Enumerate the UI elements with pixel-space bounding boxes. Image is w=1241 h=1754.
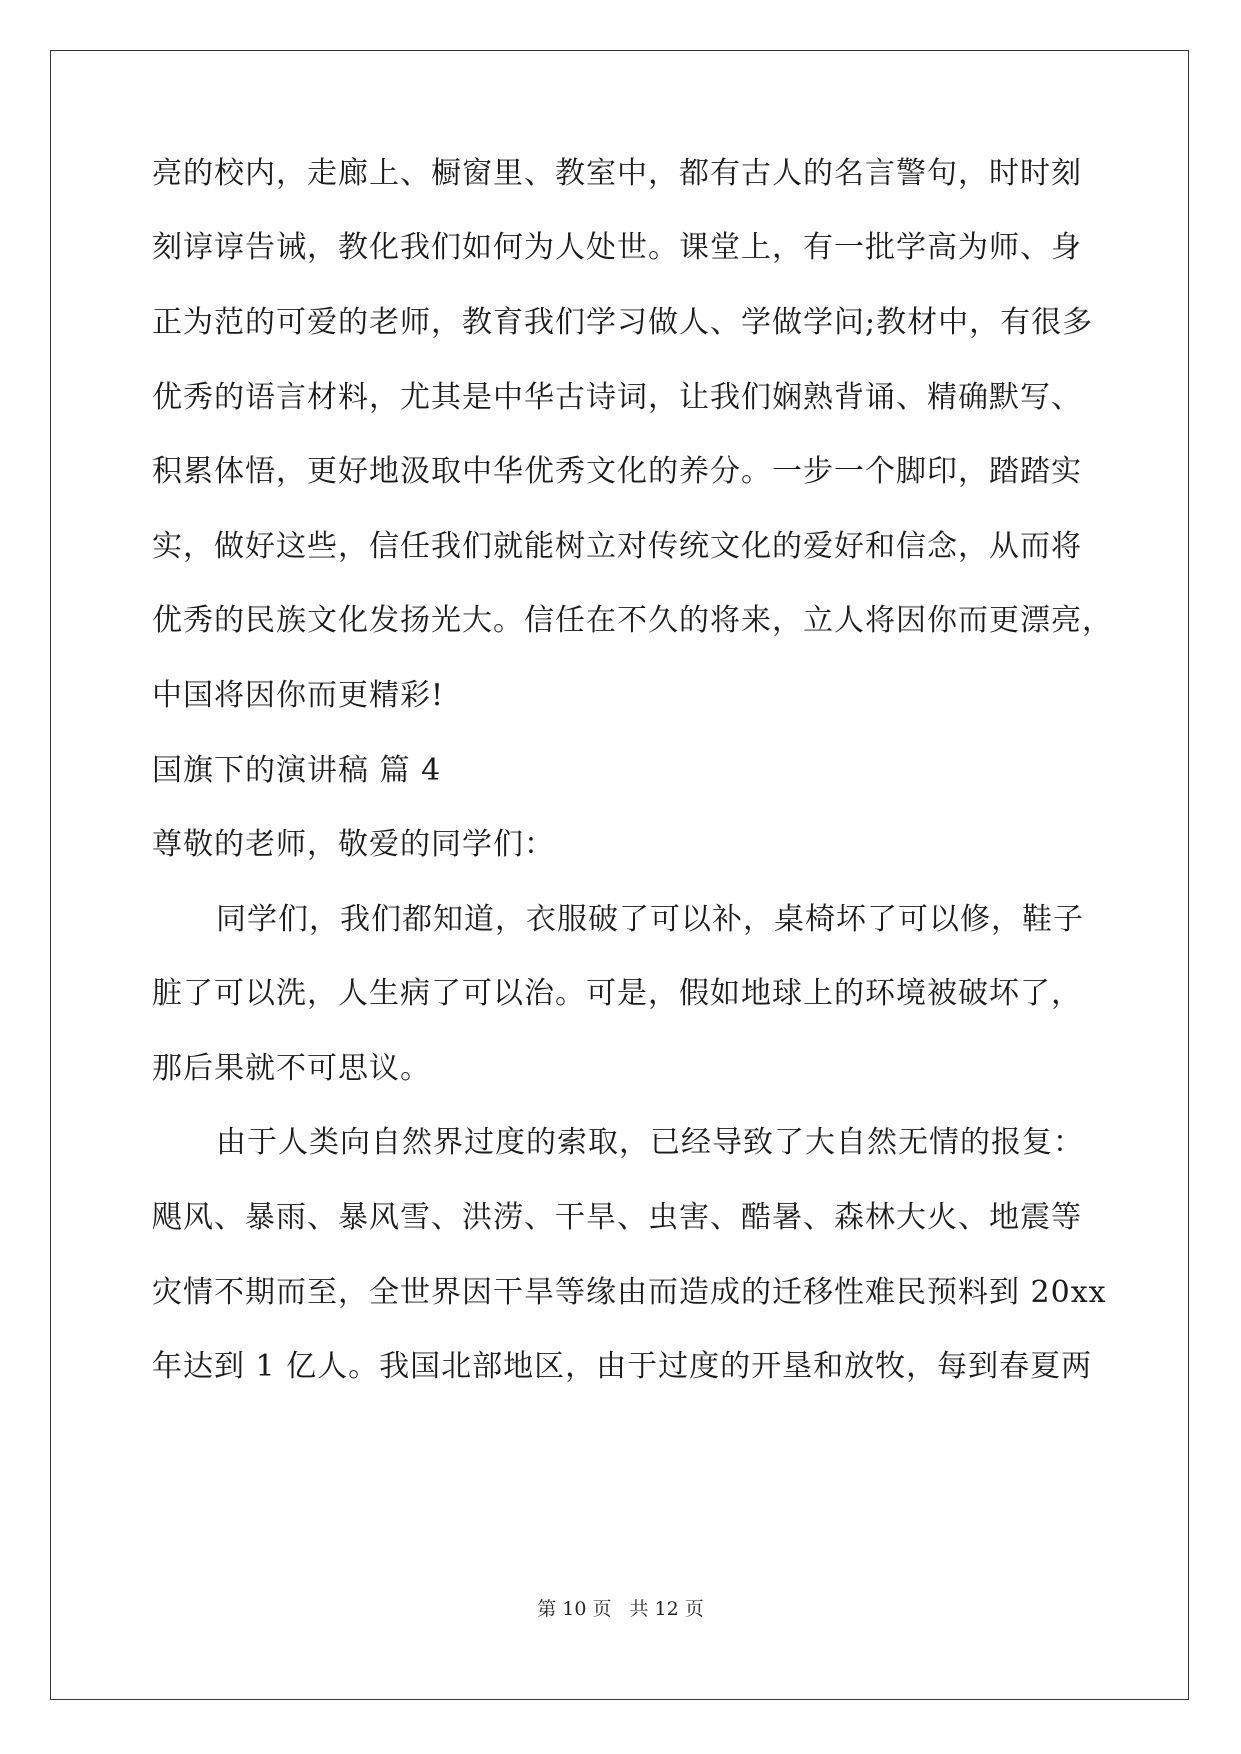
text-line: 优秀的语言材料，尤其是中华古诗词，让我们娴熟背诵、精确默写、 xyxy=(152,380,1082,415)
page-number: 第 10 页 xyxy=(537,1598,612,1620)
text-line: 年达到 1 亿人。我国北部地区，由于过度的开垦和放牧，每到春夏两 xyxy=(152,1349,1093,1384)
text-line: 积累体悟，更好地汲取中华优秀文化的养分。一步一个脚印，踏踏实 xyxy=(152,454,1082,489)
page-footer xyxy=(0,1597,1241,1621)
text-line: 由于人类向自然界过度的索取，已经导致了大自然无情的报复： xyxy=(216,1125,1084,1160)
text-line: 脏了可以洗，人生病了可以治。可是，假如地球上的环境被破坏了， xyxy=(152,976,1082,1011)
text-line: 那后果就不可思议。 xyxy=(152,1051,431,1086)
text-line: 亮的校内，走廊上、橱窗里、教室中，都有古人的名言警句，时时刻 xyxy=(152,156,1082,191)
text-line: 飓风、暴雨、暴风雪、洪涝、干旱、虫害、酷暑、森林大火、地震等 xyxy=(152,1200,1082,1235)
text-line: 中国将因你而更精彩! xyxy=(152,678,445,713)
page-total: 共 12 页 xyxy=(629,1598,704,1620)
text-line: 同学们，我们都知道，衣服破了可以补，桌椅坏了可以修，鞋子 xyxy=(216,902,1084,937)
text-line: 刻谆谆告诫，教化我们如何为人处世。课堂上，有一批学高为师、身 xyxy=(152,230,1082,265)
text-line: 实，做好这些，信任我们就能树立对传统文化的爱好和信念，从而将 xyxy=(152,529,1082,564)
page-border xyxy=(50,50,1189,1700)
text-line: 灾情不期而至，全世界因干旱等缘由而造成的迁移性难民预料到 20xx xyxy=(152,1275,1107,1310)
section-heading: 国旗下的演讲稿 篇 4 xyxy=(152,753,442,788)
salutation: 尊敬的老师，敬爱的同学们： xyxy=(152,827,555,862)
text-line: 正为范的可爱的老师，教育我们学习做人、学做学问;教材中，有很多 xyxy=(152,305,1094,340)
text-line: 优秀的民族文化发扬光大。信任在不久的将来，立人将因你而更漂亮， xyxy=(152,603,1113,638)
